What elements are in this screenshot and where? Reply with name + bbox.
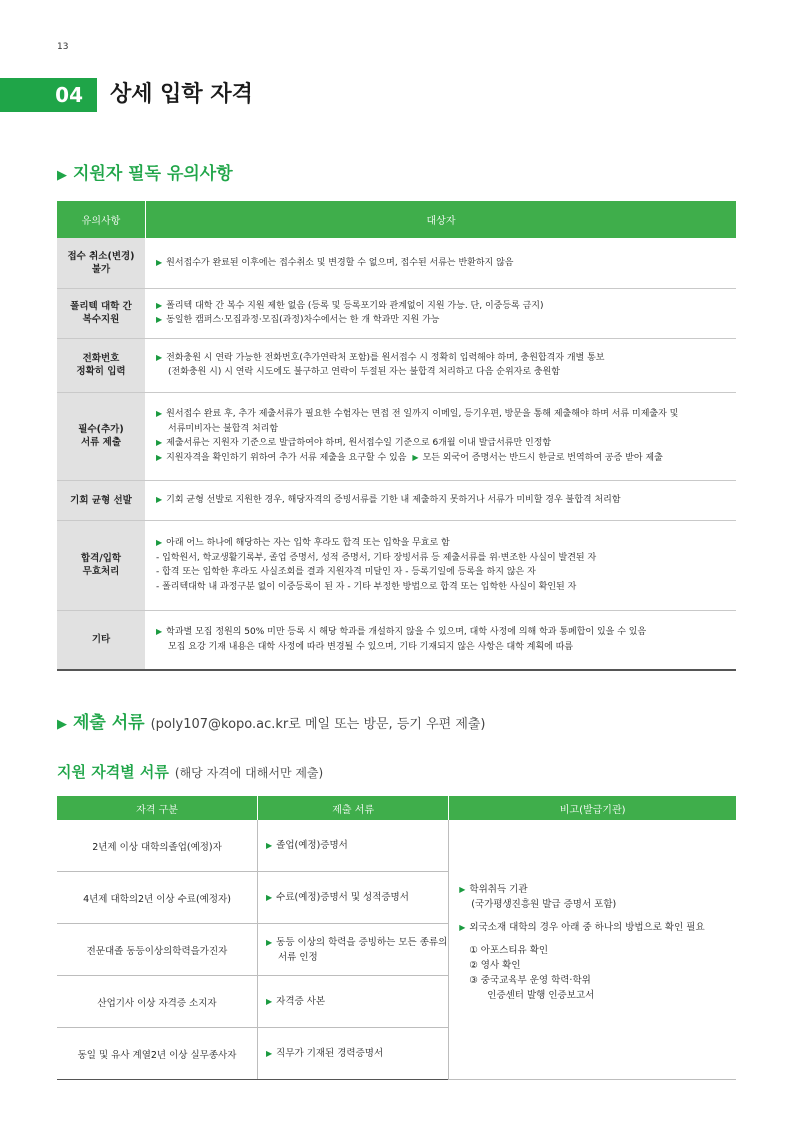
table-row	[57, 288, 736, 338]
qualification-cell: 전문대졸 동등이상의학력을가진자	[57, 924, 258, 976]
documents-table	[57, 796, 736, 1080]
page-number: 13	[57, 42, 69, 52]
notice-heading-text: 지원자 필독 유의사항	[73, 164, 233, 184]
triangle-bullet-icon: ▶	[459, 923, 466, 932]
triangle-bullet-icon: ▶	[156, 409, 163, 418]
table-row	[57, 238, 736, 288]
notice-table-header	[57, 201, 736, 238]
qualification-cell: 2년제 이상 대학의졸업(예정)자	[57, 820, 258, 872]
triangle-bullet-icon: ▶	[156, 352, 163, 362]
triangle-bullet-icon: ▶	[156, 315, 163, 324]
submission-note: (poly107@kopo.ac.kr로 메일 또는 방문, 등기 우편 제출)	[150, 717, 486, 732]
document-cell: ▶ 졸업(예정)증명서	[258, 820, 449, 872]
triangle-bullet-icon: ▶	[156, 627, 163, 637]
qualification-cell: 동일 및 유사 계열2년 이상 실무종사자	[57, 1028, 258, 1080]
triangle-bullet-icon: ▶	[266, 1049, 273, 1058]
submission-heading	[57, 708, 486, 733]
document-cell: ▶ 동등 이상의 학력을 증빙하는 모든 종류의 서류 인정	[258, 924, 449, 976]
triangle-bullet-icon: ▶	[156, 452, 163, 462]
document-cell: ▶ 수료(예정)증명서 및 성적증명서	[258, 872, 449, 924]
subheading-text: 지원 자격별 서류	[57, 763, 169, 781]
table-row	[57, 610, 736, 670]
category-cell: 전화번호 정확히 입력	[57, 338, 146, 392]
notice-table	[57, 201, 736, 671]
triangle-bullet-icon: ▶	[156, 538, 163, 547]
triangle-bullet-icon: ▶	[156, 300, 163, 310]
triangle-bullet-icon: ▶	[412, 452, 419, 462]
column-header: 비고(발급기관)	[449, 796, 736, 820]
description-cell: ▶ 학과별 모집 정원의 50% 미만 등록 시 해당 학과를 개설하지 않을 수 있으며, 대학 사정에 의해 학과 통폐합이 있을 수 있음 모집 요강 기재 내용은 대학 사정에 따라 변경될 수 있으며, 기타 기재되지 않은 사항은 대학 계획에 따름	[146, 610, 737, 670]
description-cell: ▶ 기회 균형 선발로 지원한 경우, 해당자격의 증빙서류를 기한 내 제출하지 못하거나 서류가 미비할 경우 불합격 처리함	[146, 480, 737, 520]
triangle-bullet-icon: ▶	[156, 494, 163, 504]
submission-heading-text: 제출 서류	[73, 713, 145, 733]
remarks-cell: ▶ 학위취득 기관 (국가평생진흥원 발급 증명서 포함) ▶ 외국소재 대학의 경우 아래 중 하나의 방법으로 확인 필요 ① 아포스티유 확인 ② 영사 확인 ③ 중국교육부 운영 학력·학위 인증센터 발행 인증보고서	[449, 820, 736, 1080]
documents-by-qualification-heading	[57, 761, 323, 782]
category-cell: 기회 균형 선발	[57, 480, 146, 520]
column-header: 자격 구분	[57, 796, 258, 820]
triangle-bullet-icon: ▶	[459, 885, 466, 894]
subheading-note: (해당 자격에 대해서만 제출)	[174, 766, 324, 780]
qualification-cell: 산업기사 이상 자격증 소지자	[57, 976, 258, 1028]
document-cell: ▶ 직무가 기재된 경력증명서	[258, 1028, 449, 1080]
triangle-bullet-icon: ▶	[156, 438, 163, 447]
category-cell: 기타	[57, 610, 146, 670]
documents-table-header	[57, 796, 736, 820]
category-cell: 접수 취소(변경) 불가	[57, 238, 146, 288]
category-cell: 합격/입학 무효처리	[57, 520, 146, 610]
description-cell: ▶ 원서접수 완료 후, 추가 제출서류가 필요한 수험자는 면접 전 일까지 이메일, 등기우편, 방문을 통해 제출해야 하며 서류 미제출자 및 서류미비자는 불합격 처리함 ▶ 제출서류는 지원자 기준으로 발급하여야 하며, 원서접수일 기준으로 6개월 이내 발급서류만 인정함 ▶ 지원자격을 확인하기 위하여 추가 서류 제출을 요구할 수 있음 ▶ 모든 외국어 증명서는 반드시 한글로 번역하여 공증 받아 제출	[146, 392, 737, 480]
table-row	[57, 338, 736, 392]
category-cell: 필수(추가) 서류 제출	[57, 392, 146, 480]
qualification-cell: 4년제 대학의2년 이상 수료(예정자)	[57, 872, 258, 924]
section-number-badge: 04	[0, 78, 97, 112]
triangle-bullet-icon: ▶	[266, 893, 273, 902]
section-title: 상세 입학 자격	[110, 82, 253, 107]
table-row	[57, 392, 736, 480]
description-cell: ▶ 원서접수가 완료된 이후에는 접수취소 및 변경할 수 없으며, 접수된 서류는 반환하지 않음	[146, 238, 737, 288]
triangle-bullet-icon: ▶	[266, 937, 273, 947]
description-cell: ▶ 전화충원 시 연락 가능한 전화번호(추가연락처 포함)를 원서접수 시 정확히 입력해야 하며, 충원합격자 개별 통보 (전화충원 시) 시 연락 시도에도 불구하고 연락이 두절된 자는 불합격 처리하고 다음 순위자로 충원함	[146, 338, 737, 392]
category-cell: 폴리텍 대학 간 복수지원	[57, 288, 146, 338]
triangle-bullet-icon: ▶	[266, 841, 273, 850]
table-row	[57, 820, 736, 872]
table-row	[57, 480, 736, 520]
document-cell: ▶ 자격증 사본	[258, 976, 449, 1028]
column-header: 제출 서류	[258, 796, 449, 820]
column-header: 유의사항	[57, 201, 146, 238]
notice-heading	[57, 159, 233, 184]
table-row	[57, 520, 736, 610]
triangle-bullet-icon: ▶	[156, 257, 163, 267]
description-cell: ▶ 아래 어느 하나에 해당하는 자는 입학 후라도 합격 또는 입학을 무효로 함 - 입학원서, 학교생활기록부, 졸업 증명서, 성적 증명서, 기타 장빙서류 등 제출서류를 위·변조한 사실이 발견된 자 - 합격 또는 입학한 후라도 사실조회를 결과 지원자격 미달인 자 - 등록기일에 등록을 하지 않은 자 - 폴리텍대학 내 과정구분 없이 이중등록이 된 자 - 기타 부정한 방법으로 합격 또는 입학한 사실이 확인된 자	[146, 520, 737, 610]
triangle-bullet-icon: ▶	[266, 997, 273, 1006]
description-cell: ▶ 폴리텍 대학 간 복수 지원 제한 없음 (등록 및 등록포기와 관계없이 지원 가능. 단, 이중등록 금지) ▶ 동일한 캠퍼스·모집과정·모집(과정)차수에서는 한 개 학과만 지원 가능	[146, 288, 737, 338]
column-header: 대상자	[146, 201, 737, 238]
triangle-bullet-icon: ▶	[57, 168, 67, 183]
triangle-bullet-icon: ▶	[57, 717, 67, 732]
